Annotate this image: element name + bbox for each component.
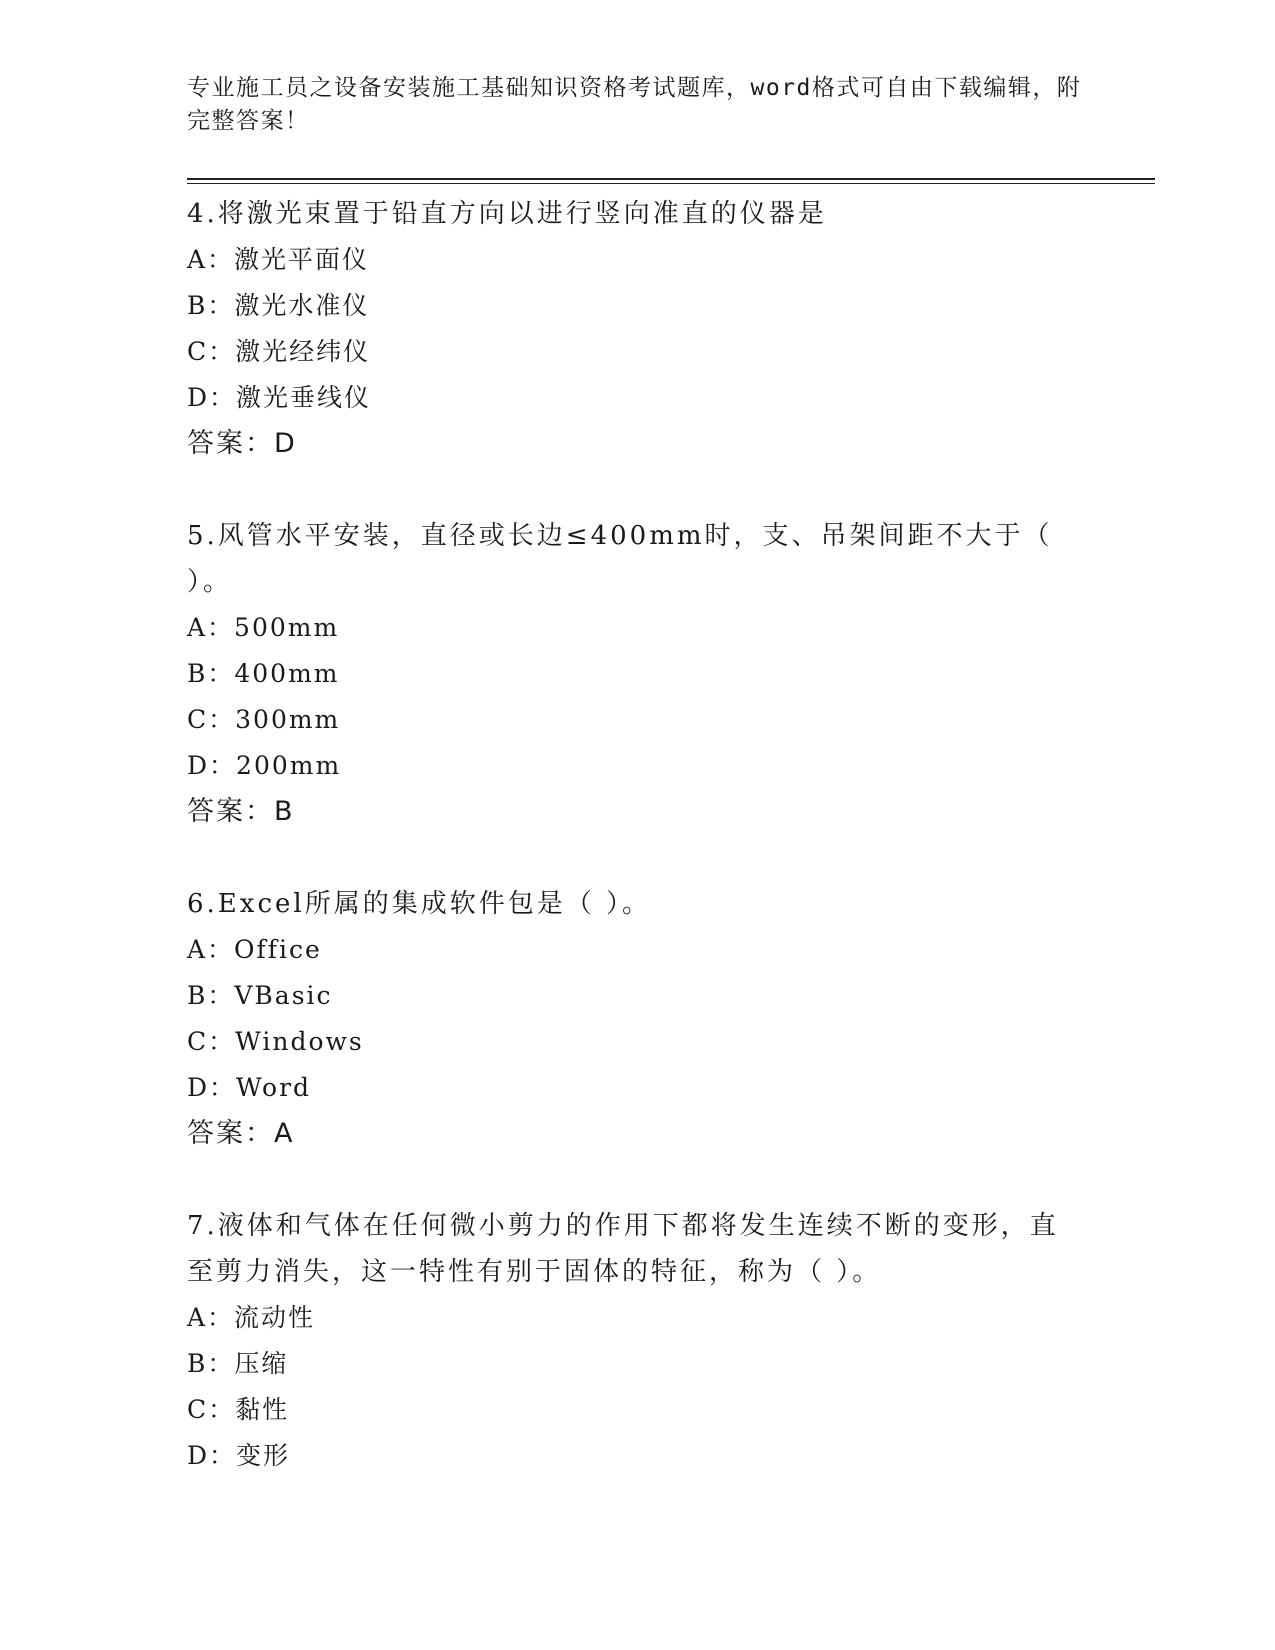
question-stem: 7.液体和气体在任何微小剪力的作用下都将发生连续不断的变形，直至剪力消失，这一特性有别于固体的特征，称为（ ）。 <box>187 1211 1059 1287</box>
question-6 <box>187 881 1087 1157</box>
option-b: B：激光水准仪 <box>187 291 370 320</box>
option-c: C：黏性 <box>187 1395 290 1424</box>
option-d: D：200mm <box>187 751 342 780</box>
question-7 <box>187 1203 1087 1479</box>
question-4 <box>187 191 1087 467</box>
document-header: 专业施工员之设备安装施工基础知识资格考试题库，word格式可自由下载编辑，附完整答案！ <box>187 75 1082 134</box>
option-a: A：Office <box>187 935 322 964</box>
answer-line: 答案：D <box>187 428 297 459</box>
question-stem: 5.风管水平安装，直径或长边≤400mm时，支、吊架间距不大于（ ）。 <box>187 521 1053 597</box>
question-stem: 6.Excel所属的集成软件包是（ ）。 <box>187 889 651 919</box>
option-c: C：300mm <box>187 705 341 734</box>
option-c: C：激光经纬仪 <box>187 337 371 366</box>
question-5 <box>187 513 1087 835</box>
option-a: A：500mm <box>187 613 340 642</box>
question-stem: 4.将激光束置于铅直方向以进行竖向准直的仪器是 <box>187 199 827 229</box>
option-a: A：流动性 <box>187 1303 316 1332</box>
option-d: D：变形 <box>187 1441 291 1470</box>
header-divider-thin <box>187 183 1155 184</box>
option-d: D：激光垂线仪 <box>187 383 372 412</box>
option-d: D：Word <box>187 1073 312 1102</box>
answer-line: 答案：A <box>187 1118 295 1149</box>
header-divider-thick <box>187 178 1155 180</box>
option-b: B：400mm <box>187 659 340 688</box>
option-b: B：压缩 <box>187 1349 289 1378</box>
option-a: A：激光平面仪 <box>187 245 370 274</box>
option-b: B：VBasic <box>187 981 333 1010</box>
question-list <box>187 191 1087 1479</box>
option-c: C：Windows <box>187 1027 364 1056</box>
answer-line: 答案：B <box>187 796 295 827</box>
